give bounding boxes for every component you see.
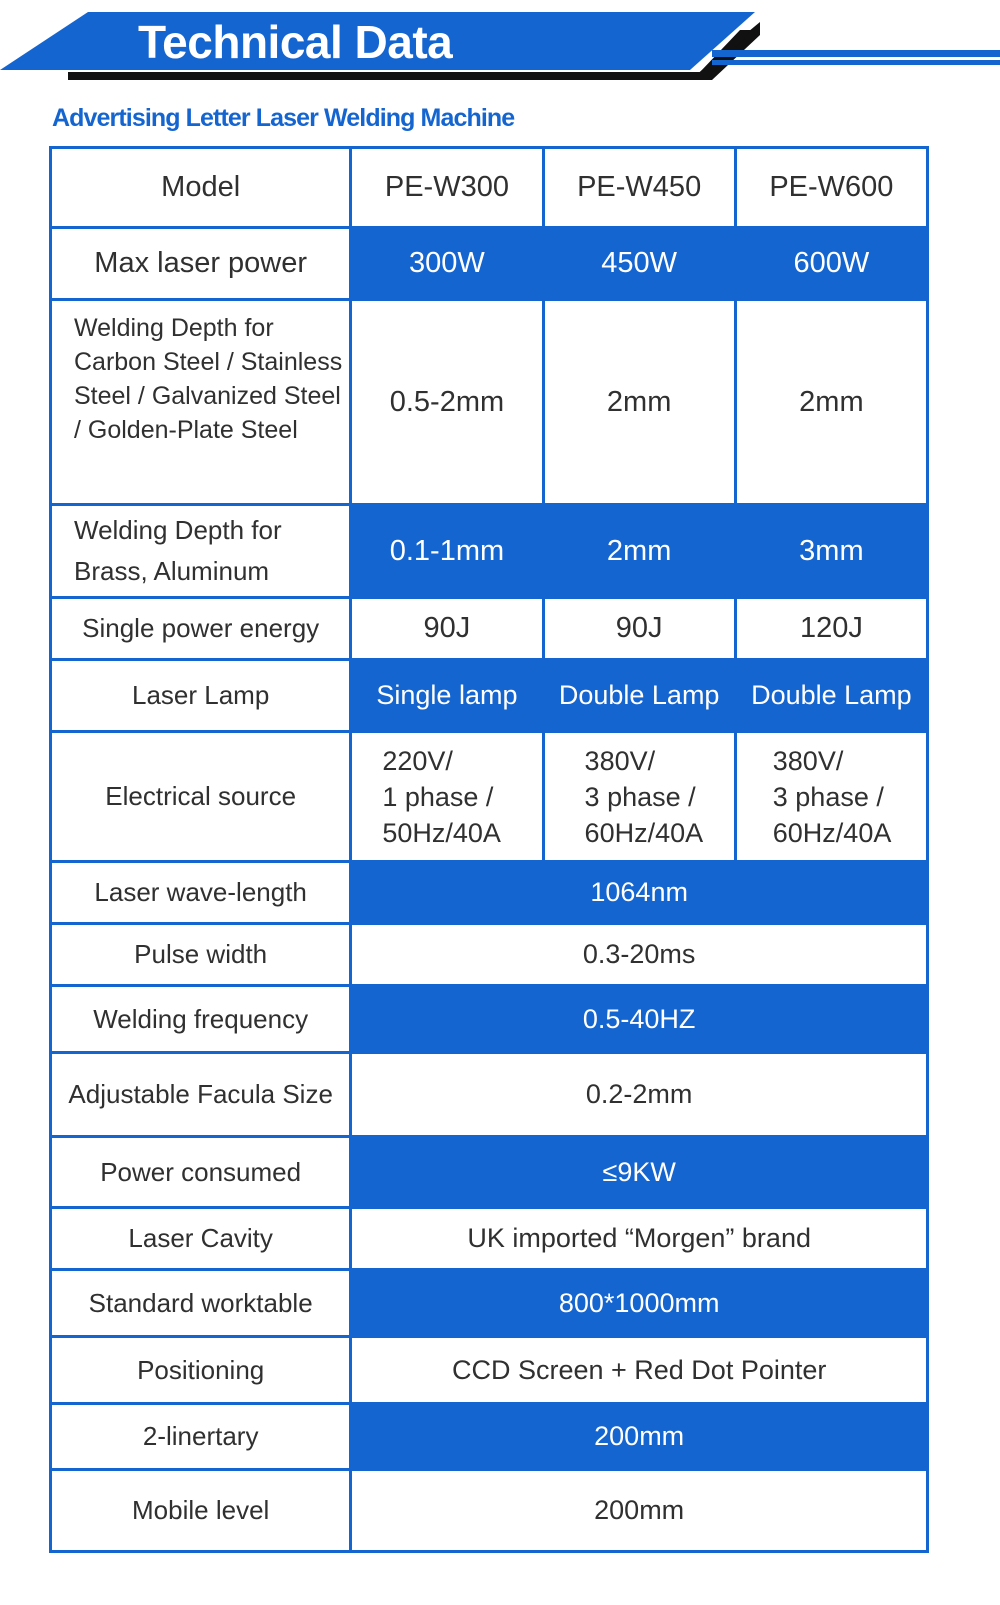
table-row [51,228,928,300]
table-row [51,1470,928,1552]
row-label: Adjustable Facula Size [51,1053,351,1137]
row-value: 600W [735,228,927,300]
model-header: PE-W600 [735,148,927,228]
model-header: PE-W450 [543,148,735,228]
row-value: 0.3-20ms [351,924,928,986]
row-value: 450W [543,228,735,300]
row-label: Mobile level [51,1470,351,1552]
row-value: 90J [543,598,735,660]
value-line: 60Hz/40A [584,817,704,848]
row-value [351,732,543,862]
model-header: PE-W300 [351,148,543,228]
row-value: Single lamp [351,660,543,732]
row-label: Pulse width [51,924,351,986]
row-label: 2-linertary [51,1404,351,1470]
table-row [51,148,928,228]
table-row [51,924,928,986]
table-row [51,1053,928,1137]
row-label: Standard worktable [51,1270,351,1337]
row-value: 0.1-1mm [351,505,543,598]
row-label [51,505,351,598]
table-row [51,986,928,1053]
row-label-line: Carbon Steel / Stainless [74,348,343,376]
page-title: Technical Data [138,16,453,68]
row-label: Single power energy [51,598,351,660]
row-label [51,300,351,505]
row-value: ≤9KW [351,1137,928,1208]
row-label: Welding frequency [51,986,351,1053]
row-value: CCD Screen + Red Dot Pointer [351,1337,928,1404]
value-line: 1 phase / [382,781,494,812]
row-value: Double Lamp [543,660,735,732]
row-value: 0.5-40HZ [351,986,928,1053]
row-value: 0.2-2mm [351,1053,928,1137]
row-label: Laser Cavity [51,1208,351,1270]
row-value: 200mm [351,1404,928,1470]
row-label: Laser Lamp [51,660,351,732]
row-value: 200mm [351,1470,928,1552]
row-value: 90J [351,598,543,660]
value-line: 3 phase / [584,781,696,812]
banner-right-line-top [712,50,1000,57]
table-row [51,505,928,598]
table-row [51,660,928,732]
row-label: Power consumed [51,1137,351,1208]
table-row [51,732,928,862]
row-label: Max laser power [51,228,351,300]
table-row [51,1337,928,1404]
row-value: 300W [351,228,543,300]
table-row [51,1137,928,1208]
model-label: Model [51,148,351,228]
value-line: 50Hz/40A [382,817,501,848]
row-label-line: Welding Depth for [74,515,282,545]
row-value: 0.5-2mm [351,300,543,505]
row-value: 1064nm [351,862,928,924]
row-value: Double Lamp [735,660,927,732]
table-row [51,1270,928,1337]
value-line: 60Hz/40A [772,817,892,848]
row-label: Positioning [51,1337,351,1404]
row-value: 2mm [543,505,735,598]
title-banner [0,0,1000,90]
row-label: Laser wave-length [51,862,351,924]
row-label: Electrical source [51,732,351,862]
row-value [735,732,927,862]
table-row [51,1208,928,1270]
table-row [51,862,928,924]
row-value: 800*1000mm [351,1270,928,1337]
row-value: 2mm [735,300,927,505]
row-value [543,732,735,862]
banner-right-line-bottom [712,60,1000,65]
table-row [51,1404,928,1470]
row-value: 120J [735,598,927,660]
spec-table [49,146,929,1553]
row-value: 3mm [735,505,927,598]
table-row [51,598,928,660]
value-line: 3 phase / [772,781,884,812]
row-label-line: / Golden-Plate Steel [74,416,298,444]
machine-subtitle: Advertising Letter Laser Welding Machine [52,104,515,132]
row-label-line: Steel / Galvanized Steel [74,382,341,410]
row-value: UK imported “Morgen” brand [351,1208,928,1270]
value-line: 220V/ [382,745,453,776]
row-value: 2mm [543,300,735,505]
table-row [51,300,928,505]
row-label-line: Brass, Aluminum [74,556,270,586]
value-line: 380V/ [584,745,656,776]
row-label-line: Welding Depth for [74,314,274,342]
value-line: 380V/ [772,745,844,776]
